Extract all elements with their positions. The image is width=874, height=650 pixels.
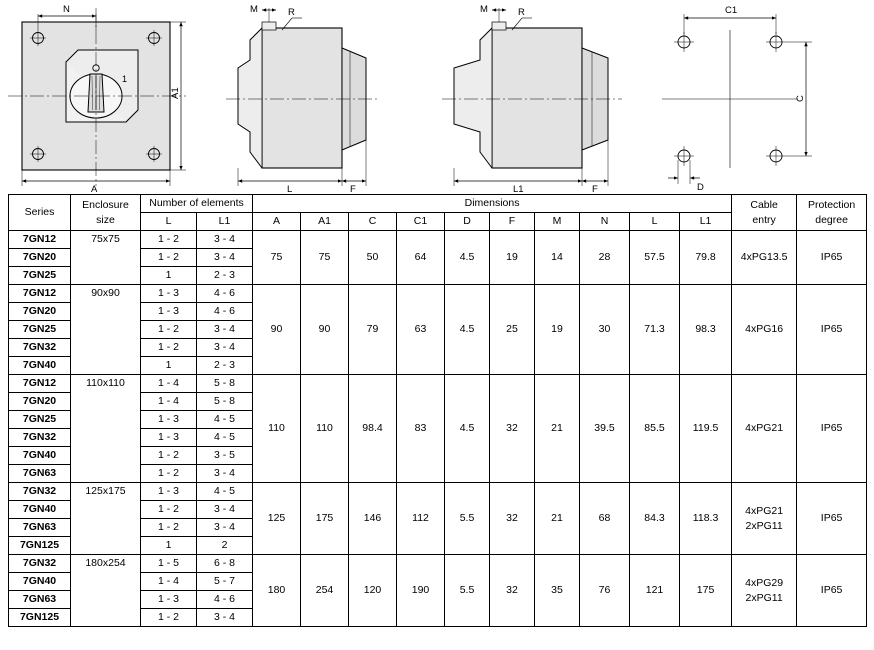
cell-protection-degree: IP65 [797, 483, 867, 555]
cell-dim-d: 4.5 [445, 285, 490, 375]
cell-dim-l1: 119.5 [680, 375, 732, 483]
cell-dim-m: 35 [535, 555, 580, 627]
svg-text:R: R [288, 7, 295, 18]
cell-series: 7GN40 [9, 447, 71, 465]
cell-series: 7GN20 [9, 249, 71, 267]
cell-elements-l1: 3 - 4 [197, 231, 253, 249]
cell-dim-m: 21 [535, 483, 580, 555]
cell-elements-l: 1 [141, 267, 197, 285]
header-dim-c: C [349, 213, 397, 231]
cell-dim-c1: 63 [397, 285, 445, 375]
cell-protection-degree: IP65 [797, 555, 867, 627]
cell-elements-l1: 4 - 5 [197, 483, 253, 501]
cell-elements-l1: 3 - 5 [197, 447, 253, 465]
svg-text:A1: A1 [170, 87, 181, 99]
cell-dim-c: 120 [349, 555, 397, 627]
cell-elements-l: 1 - 3 [141, 285, 197, 303]
cell-dim-l1: 175 [680, 555, 732, 627]
header-dim-a: A [253, 213, 301, 231]
cell-series: 7GN12 [9, 375, 71, 393]
cell-elements-l1: 4 - 6 [197, 591, 253, 609]
header-dim-n: N [580, 213, 630, 231]
header-enclosure-size: Enclosure size [71, 195, 141, 231]
cell-dim-d: 5.5 [445, 483, 490, 555]
cell-enclosure-size: 125x175 [71, 483, 141, 555]
cell-dim-a: 110 [253, 375, 301, 483]
cell-elements-l1: 4 - 6 [197, 285, 253, 303]
header-series: Series [9, 195, 71, 231]
cell-dim-n: 76 [580, 555, 630, 627]
cell-elements-l: 1 - 2 [141, 339, 197, 357]
header-dim-l: L [630, 213, 680, 231]
header-elem-l: L [141, 213, 197, 231]
cell-series: 7GN32 [9, 555, 71, 573]
cell-elements-l1: 2 - 3 [197, 267, 253, 285]
cell-series: 7GN25 [9, 267, 71, 285]
cell-series: 7GN25 [9, 321, 71, 339]
cell-protection-degree: IP65 [797, 285, 867, 375]
header-dim-l1: L1 [680, 213, 732, 231]
cell-dim-n: 30 [580, 285, 630, 375]
cell-series: 7GN125 [9, 537, 71, 555]
cell-elements-l1: 2 [197, 537, 253, 555]
cell-cable-entry: 4xPG16 [732, 285, 797, 375]
cell-dim-l: 85.5 [630, 375, 680, 483]
cell-elements-l1: 6 - 8 [197, 555, 253, 573]
drawing-front-view [8, 4, 186, 194]
cell-dim-c: 50 [349, 231, 397, 285]
table-row [9, 285, 867, 303]
header-dim-d: D [445, 213, 490, 231]
cell-dim-l1: 98.3 [680, 285, 732, 375]
cell-protection-degree: IP65 [797, 231, 867, 285]
cell-dim-a: 75 [253, 231, 301, 285]
svg-text:C1: C1 [725, 5, 738, 16]
drawing-hole-pattern [662, 5, 812, 193]
svg-text:1: 1 [122, 74, 128, 84]
cell-elements-l1: 3 - 4 [197, 465, 253, 483]
cell-dim-f: 19 [490, 231, 535, 285]
cell-enclosure-size: 180x254 [71, 555, 141, 627]
cell-series: 7GN40 [9, 573, 71, 591]
svg-text:C: C [795, 95, 806, 102]
svg-text:F: F [350, 184, 356, 194]
cell-elements-l: 1 [141, 357, 197, 375]
table-row [9, 555, 867, 573]
cell-dim-m: 21 [535, 375, 580, 483]
cell-dim-m: 14 [535, 231, 580, 285]
header-dimensions: Dimensions [253, 195, 732, 213]
cell-elements-l1: 2 - 3 [197, 357, 253, 375]
header-dim-m: M [535, 213, 580, 231]
cell-series: 7GN63 [9, 519, 71, 537]
cell-elements-l: 1 - 2 [141, 321, 197, 339]
cell-dim-l1: 118.3 [680, 483, 732, 555]
cell-dim-a1: 254 [301, 555, 349, 627]
cell-series: 7GN20 [9, 303, 71, 321]
cell-elements-l: 1 - 2 [141, 501, 197, 519]
cell-dim-d: 4.5 [445, 375, 490, 483]
cell-elements-l: 1 - 4 [141, 393, 197, 411]
svg-text:F: F [592, 184, 598, 194]
cell-elements-l: 1 - 4 [141, 573, 197, 591]
drawing-side-view-l [226, 4, 380, 194]
header-number-of-elements: Number of elements [141, 195, 253, 213]
cell-elements-l: 1 - 3 [141, 411, 197, 429]
cell-cable-entry: 4xPG13.5 [732, 231, 797, 285]
cell-elements-l: 1 - 2 [141, 447, 197, 465]
cell-dim-d: 5.5 [445, 555, 490, 627]
cell-dim-f: 32 [490, 375, 535, 483]
header-dim-a1: A1 [301, 213, 349, 231]
cell-dim-f: 32 [490, 483, 535, 555]
cell-cable-entry: 4xPG21 2xPG11 [732, 483, 797, 555]
cell-enclosure-size: 110x110 [71, 375, 141, 483]
svg-text:D: D [697, 182, 704, 193]
cell-dim-n: 28 [580, 231, 630, 285]
cell-series: 7GN63 [9, 465, 71, 483]
svg-text:N: N [63, 4, 70, 15]
cell-dim-f: 32 [490, 555, 535, 627]
cell-elements-l: 1 - 2 [141, 519, 197, 537]
cell-elements-l: 1 - 3 [141, 303, 197, 321]
cell-protection-degree: IP65 [797, 375, 867, 483]
header-dim-c1: C1 [397, 213, 445, 231]
header-dim-f: F [490, 213, 535, 231]
cell-enclosure-size: 90x90 [71, 285, 141, 375]
cell-dim-l: 71.3 [630, 285, 680, 375]
cell-series: 7GN32 [9, 429, 71, 447]
cell-elements-l1: 5 - 8 [197, 375, 253, 393]
header-cable-entry: Cable entry [732, 195, 797, 231]
cell-dim-c: 79 [349, 285, 397, 375]
cell-series: 7GN12 [9, 285, 71, 303]
cell-elements-l1: 3 - 4 [197, 519, 253, 537]
cell-dim-n: 68 [580, 483, 630, 555]
cell-elements-l1: 5 - 7 [197, 573, 253, 591]
cell-elements-l1: 3 - 4 [197, 249, 253, 267]
cell-series: 7GN12 [9, 231, 71, 249]
technical-drawings [0, 0, 874, 194]
cell-dim-a1: 90 [301, 285, 349, 375]
svg-text:L: L [287, 184, 293, 194]
specification-table [8, 194, 867, 627]
cell-elements-l: 1 - 2 [141, 249, 197, 267]
cell-elements-l: 1 [141, 537, 197, 555]
cell-dim-c1: 64 [397, 231, 445, 285]
table-row [9, 231, 867, 249]
cell-dim-a1: 175 [301, 483, 349, 555]
cell-elements-l1: 3 - 4 [197, 501, 253, 519]
cell-dim-l: 57.5 [630, 231, 680, 285]
cell-series: 7GN125 [9, 609, 71, 627]
table-row [9, 483, 867, 501]
cell-elements-l1: 4 - 5 [197, 411, 253, 429]
cell-dim-a1: 75 [301, 231, 349, 285]
cell-dim-l1: 79.8 [680, 231, 732, 285]
cell-cable-entry: 4xPG29 2xPG11 [732, 555, 797, 627]
cell-dim-n: 39.5 [580, 375, 630, 483]
drawing-side-view-l1 [442, 4, 622, 194]
cell-elements-l1: 4 - 5 [197, 429, 253, 447]
table-row [9, 375, 867, 393]
cell-series: 7GN32 [9, 483, 71, 501]
cell-dim-c: 98.4 [349, 375, 397, 483]
cell-dim-f: 25 [490, 285, 535, 375]
svg-text:A: A [91, 184, 98, 194]
cell-elements-l1: 4 - 6 [197, 303, 253, 321]
cell-series: 7GN63 [9, 591, 71, 609]
cell-elements-l1: 3 - 4 [197, 609, 253, 627]
cell-dim-a1: 110 [301, 375, 349, 483]
cell-elements-l: 1 - 5 [141, 555, 197, 573]
cell-elements-l: 1 - 3 [141, 429, 197, 447]
cell-elements-l: 1 - 2 [141, 465, 197, 483]
cell-series: 7GN32 [9, 339, 71, 357]
table-header-row-1 [9, 195, 867, 213]
cell-dim-a: 180 [253, 555, 301, 627]
cell-dim-d: 4.5 [445, 231, 490, 285]
cell-elements-l: 1 - 3 [141, 591, 197, 609]
cell-series: 7GN40 [9, 501, 71, 519]
svg-text:R: R [518, 7, 525, 18]
cell-dim-c1: 190 [397, 555, 445, 627]
cell-enclosure-size: 75x75 [71, 231, 141, 285]
cell-elements-l: 1 - 3 [141, 483, 197, 501]
cell-dim-c1: 112 [397, 483, 445, 555]
header-elem-l1: L1 [197, 213, 253, 231]
cell-dim-c: 146 [349, 483, 397, 555]
cell-series: 7GN25 [9, 411, 71, 429]
cell-dim-l: 84.3 [630, 483, 680, 555]
cell-elements-l: 1 - 2 [141, 231, 197, 249]
cell-elements-l: 1 - 2 [141, 609, 197, 627]
cell-series: 7GN40 [9, 357, 71, 375]
header-protection-degree: Protection degree [797, 195, 867, 231]
cell-elements-l1: 3 - 4 [197, 321, 253, 339]
cell-cable-entry: 4xPG21 [732, 375, 797, 483]
svg-text:L1: L1 [513, 184, 524, 194]
svg-text:M: M [250, 4, 258, 15]
cell-elements-l1: 3 - 4 [197, 339, 253, 357]
cell-dim-l: 121 [630, 555, 680, 627]
cell-dim-a: 90 [253, 285, 301, 375]
cell-series: 7GN20 [9, 393, 71, 411]
svg-text:M: M [480, 4, 488, 15]
cell-dim-a: 125 [253, 483, 301, 555]
cell-dim-m: 19 [535, 285, 580, 375]
cell-elements-l: 1 - 4 [141, 375, 197, 393]
cell-dim-c1: 83 [397, 375, 445, 483]
cell-elements-l1: 5 - 8 [197, 393, 253, 411]
